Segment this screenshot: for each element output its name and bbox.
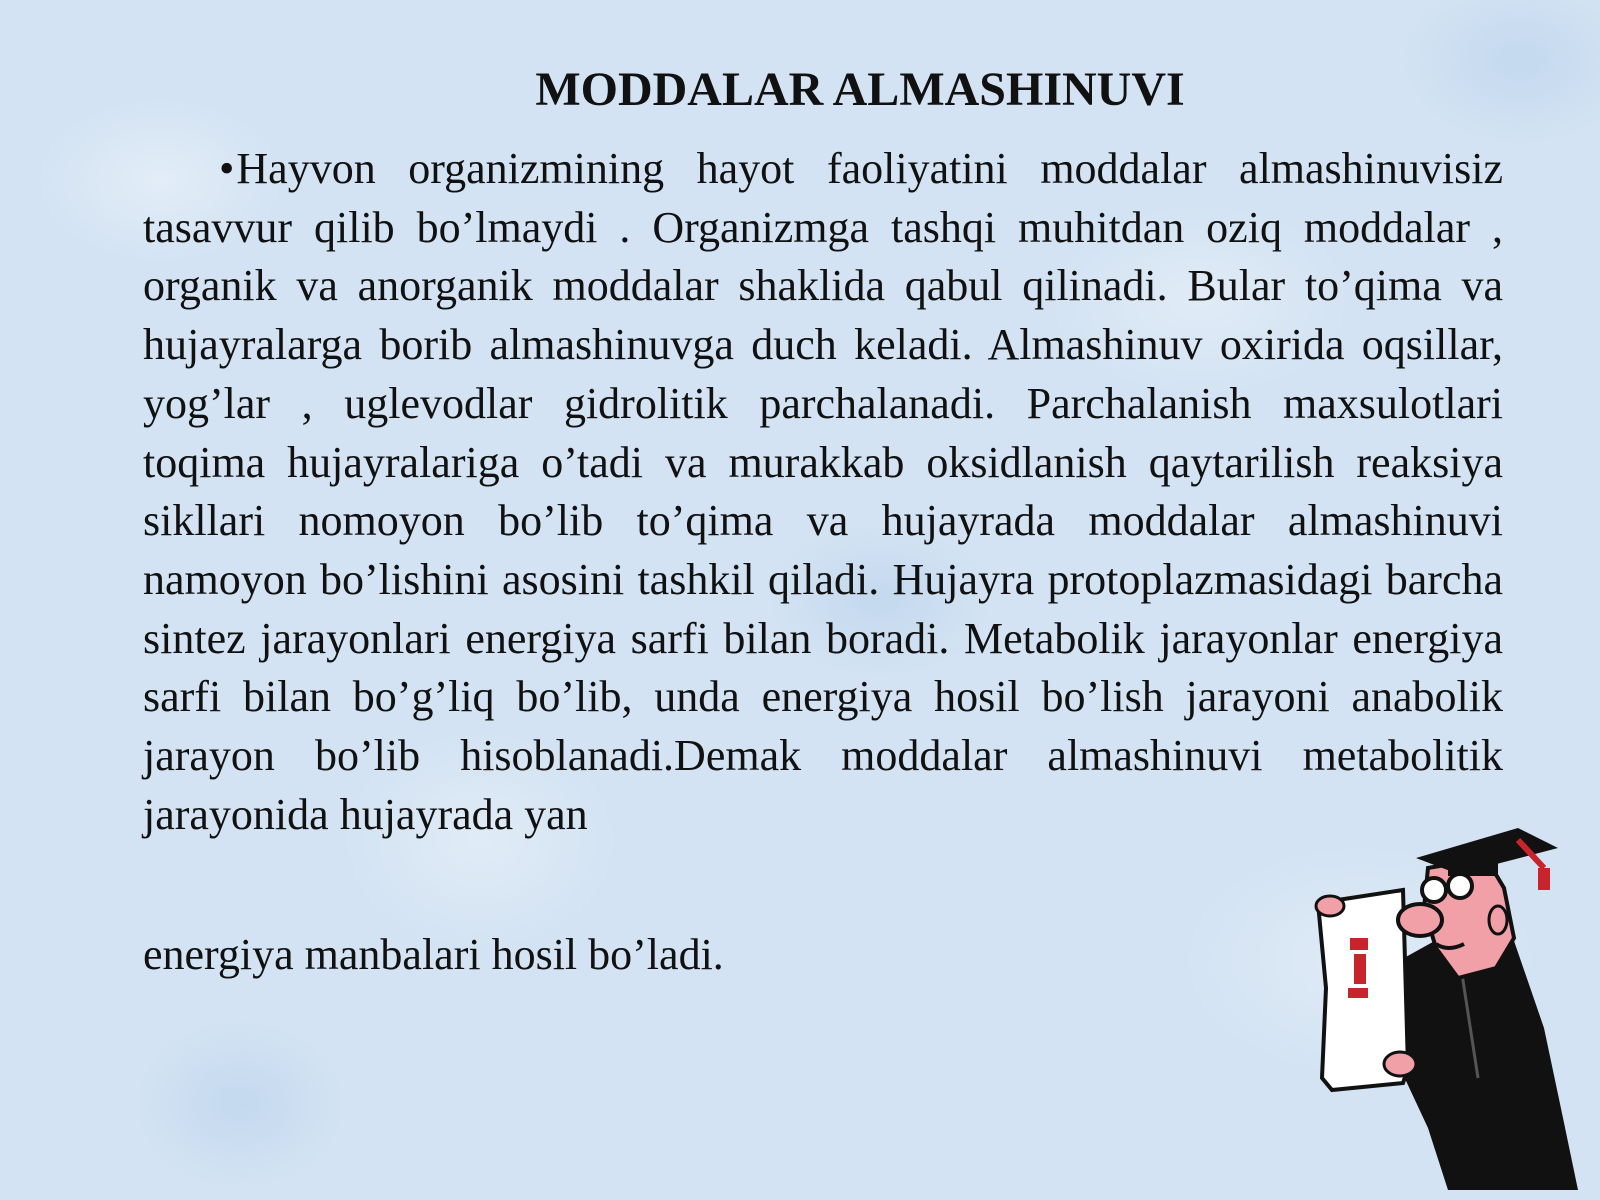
professor-with-diploma-icon xyxy=(1308,828,1598,1190)
slide-body-paragraph xyxy=(143,140,1503,844)
bullet-marker: • xyxy=(219,144,235,193)
slide-body-last-line: energiya manbalari hosil bo’ladi. xyxy=(143,930,724,979)
slide-title: MODDALAR ALMASHINUVI xyxy=(535,63,1185,116)
body-text: Hayvon organizmining hayot faoliyatini moddalar almashinuvisiz tasavvur qilib bo’lmaydi . Organizmga tashqi muhitdan oziq moddalar , organik va anorganik moddalar shaklida qabul qilinadi. Bular to’qima va hujayralarga borib almashinuvga duch keladi. Almashinuv oxirida oqsillar, yog’lar , uglevodlar gidrolitik parchalanadi. Parchalanish maxsulotlari toqima hujayralariga o’tadi va murakkab oksidlanish qaytarilish reaksiya sikllari nomoyon bo’lib to’qima va hujayrada moddalar almashinuvi namoyon bo’lishini asosini tashkil qiladi. Hujayra protoplazmasidagi barcha sintez jarayonlari energiya sarfi bilan boradi. Metabolik jarayonlar energiya sarfi bilan bo’g’liq bo’lib, unda energiya hosil bo’lish jarayoni anabolik jarayon bo’lib hisoblanadi.Demak moddalar almashinuvi metabolitik jarayonida hujayrada yan xyxy=(143,144,1503,839)
